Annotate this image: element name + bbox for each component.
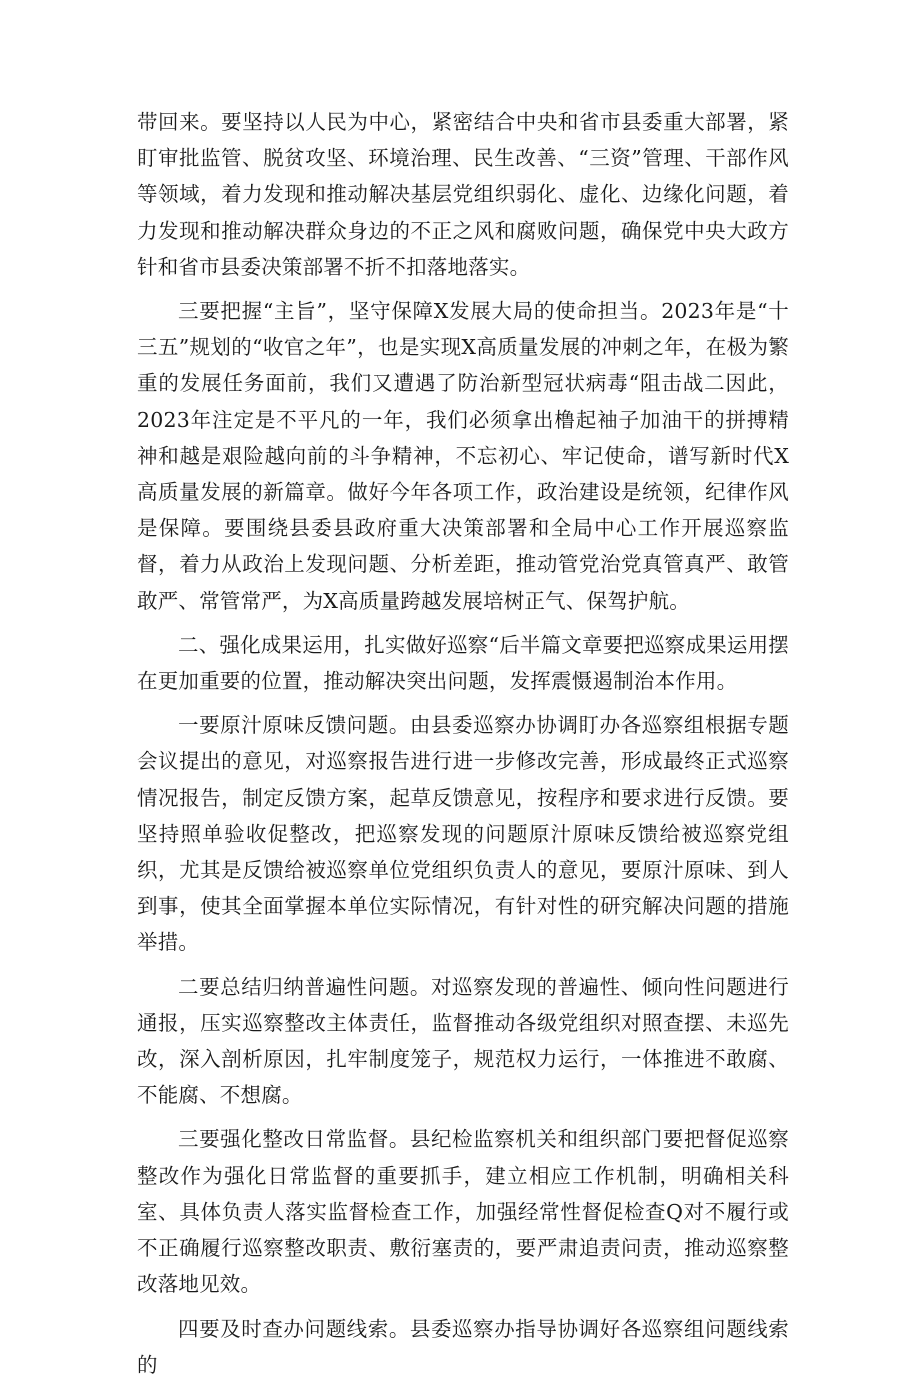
paragraph-summarize-common-issues: 二要总结归纳普遍性问题。对巡察发现的普遍性、倾向性问题进行通报，压实巡察整改主体责任，监督推动各级党组织对照查摆、未巡先改，深入剖析原因，扎牢制度笼子，规范权力运行，一体推进不敢腐、不能腐、不想腐。 bbox=[137, 974, 789, 1108]
paragraph-rectification-supervision: 三要强化整改日常监督。县纪检监察机关和组织部门要把督促巡察整改作为强化日常监督的重要抓手，建立相应工作机制，明确相关科室、具体负责人落实监督检查工作，加强经常性督促检查Q对不履行或不正确履行巡察整改职责、敷衍塞责的，要严肃追责问责，推动巡察整改落地见效。 bbox=[137, 1127, 789, 1297]
section-heading-results-application: 二、强化成果运用，扎实做好巡察“后半篇文章要把巡察成果运用摆在更加重要的位置，推动解决突出问题，发挥震慑遏制治本作用。 bbox=[137, 632, 789, 694]
paragraph-grasp-purpose: 三要把握“主旨”，坚守保障X发展大局的使命担当。2023年是“十三五”规划的“收官之年”，也是实现X高质量发展的冲刺之年，在极为繁重的发展任务面前，我们又遭遇了防治新型冠状病毒“阻击战二因此，2023年注定是不平凡的一年，我们必须拿出橹起袖子加油干的拼搏精神和越是艰险越向前的斗争精神，不忘初心、牢记使命，谱写新时代X高质量发展的新篇章。做好今年各项工作，政治建设是统领，纪律作风是保障。要围绕县委县政府重大决策部署和全局中心工作开展巡察监督，着力从政治上发现问题、分析差距，推动管党治党真管真严、敢管敢严、常管常严，为X高质量跨越发展培树正气、保驾护航。 bbox=[137, 299, 789, 613]
paragraph-continuation: 带回来。要坚持以人民为中心，紧密结合中央和省市县委重大部署，紧盯审批监管、脱贫攻坚、环境治理、民生改善、“三资”管理、干部作风等领域，着力发现和推动解决基层党组织弱化、虚化、边缘化问题，着力发现和推动解决群众身边的不正之风和腐败问题，确保党中央大政方针和省市县委决策部署不折不扣落地落实。 bbox=[137, 110, 789, 279]
document-body bbox=[137, 104, 789, 1391]
paragraph-feedback-issues: 一要原汁原味反馈问题。由县委巡察办协调盯办各巡察组根据专题会议提出的意见，对巡察报告进行进一步修改完善，形成最终正式巡察情况报告，制定反馈方案，起草反馈意见，按程序和要求进行反馈。要坚持照单验收促整改，把巡察发现的问题原汁原味反馈给被巡察党组织，尤其是反馈给被巡察单位党组织负责人的意见，要原汁原味、到人到事，使其全面掌握本单位实际情况，有针对性的研究解决问题的措施举措。 bbox=[137, 713, 789, 955]
paragraph-investigate-clues: 四要及时查办问题线索。县委巡察办指导协调好各巡察组问题线索的 bbox=[137, 1316, 789, 1377]
